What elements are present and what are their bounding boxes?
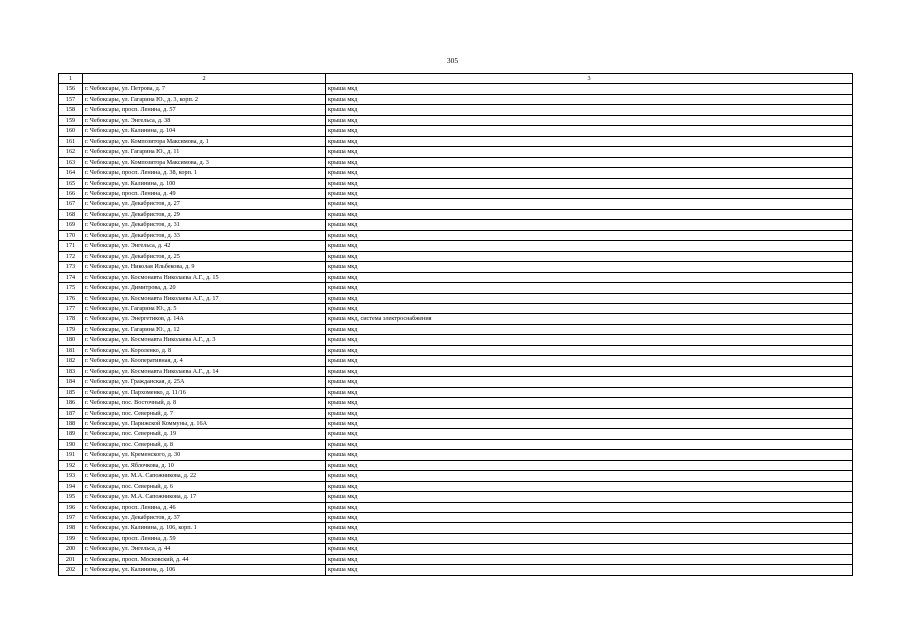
row-number-cell: 175 xyxy=(59,283,83,293)
object-cell: крыша мкд xyxy=(326,523,853,533)
row-number-cell: 167 xyxy=(59,199,83,209)
table-row xyxy=(59,105,853,115)
address-cell: г. Чебоксары, пос. Северный, д. 19 xyxy=(83,429,326,439)
object-cell: крыша мкд xyxy=(326,513,853,523)
object-cell: крыша мкд xyxy=(326,356,853,366)
table-row xyxy=(59,492,853,502)
table-row xyxy=(59,157,853,167)
address-cell: г. Чебоксары, ул. Кременского, д. 30 xyxy=(83,450,326,460)
row-number-cell: 187 xyxy=(59,408,83,418)
row-number-cell: 174 xyxy=(59,272,83,282)
object-cell: крыша мкд xyxy=(326,335,853,345)
object-cell: крыша мкд xyxy=(326,283,853,293)
table-row xyxy=(59,272,853,282)
table-row xyxy=(59,251,853,261)
object-cell: крыша мкд xyxy=(326,366,853,376)
row-number-cell: 189 xyxy=(59,429,83,439)
object-cell: крыша мкд xyxy=(326,408,853,418)
object-cell: крыша мкд xyxy=(326,398,853,408)
row-number-cell: 178 xyxy=(59,314,83,324)
address-cell: г. Чебоксары, ул. Короленко, д. 8 xyxy=(83,345,326,355)
row-number-cell: 166 xyxy=(59,188,83,198)
address-cell: г. Чебоксары, ул. М.А. Сапожникова, д. 17 xyxy=(83,492,326,502)
row-number-cell: 184 xyxy=(59,377,83,387)
address-cell: г. Чебоксары, ул. Космонавта Николаева А.Г., д. 3 xyxy=(83,335,326,345)
address-cell: г. Чебоксары, просп. Ленина, д. 46 xyxy=(83,502,326,512)
object-cell: крыша мкд xyxy=(326,554,853,564)
object-cell: крыша мкд xyxy=(326,84,853,94)
table-row xyxy=(59,502,853,512)
row-number-cell: 157 xyxy=(59,94,83,104)
address-cell: г. Чебоксары, ул. Петрова, д. 7 xyxy=(83,84,326,94)
object-cell: крыша мкд xyxy=(326,377,853,387)
table-row xyxy=(59,377,853,387)
row-number-cell: 180 xyxy=(59,335,83,345)
object-cell: крыша мкд xyxy=(326,94,853,104)
object-cell: крыша мкд xyxy=(326,345,853,355)
table-row xyxy=(59,544,853,554)
object-cell: крыша мкд xyxy=(326,272,853,282)
row-number-cell: 164 xyxy=(59,168,83,178)
address-cell: г. Чебоксары, ул. Гагарина Ю., д. 3, корп. 2 xyxy=(83,94,326,104)
row-number-cell: 161 xyxy=(59,136,83,146)
table-row xyxy=(59,450,853,460)
address-cell: г. Чебоксары, ул. Гражданская, д. 25А xyxy=(83,377,326,387)
address-cell: г. Чебоксары, ул. Яблочкова, д. 10 xyxy=(83,460,326,470)
object-cell: крыша мкд xyxy=(326,565,853,575)
address-cell: г. Чебоксары, ул. Космонавта Николаева А.Г., д. 17 xyxy=(83,293,326,303)
table-row xyxy=(59,314,853,324)
address-cell: г. Чебоксары, ул. Космонавта Николаева А.Г., д. 15 xyxy=(83,272,326,282)
object-cell: крыша мкд xyxy=(326,429,853,439)
page-number: 305 xyxy=(446,56,459,65)
column-header: 3 xyxy=(326,74,853,84)
table-row xyxy=(59,513,853,523)
object-cell: крыша мкд xyxy=(326,492,853,502)
address-cell: г. Чебоксары, ул. Декабристов, д. 37 xyxy=(83,513,326,523)
row-number-cell: 165 xyxy=(59,178,83,188)
address-cell: г. Чебоксары, ул. Энергетиков, д. 14А xyxy=(83,314,326,324)
table-row xyxy=(59,84,853,94)
row-number-cell: 188 xyxy=(59,418,83,428)
table-row xyxy=(59,356,853,366)
address-cell: г. Чебоксары, ул. Калинина, д. 106, корп. 1 xyxy=(83,523,326,533)
row-number-cell: 201 xyxy=(59,554,83,564)
object-cell: крыша мкд xyxy=(326,251,853,261)
address-cell: г. Чебоксары, ул. Декабристов, д. 33 xyxy=(83,230,326,240)
table-header-row xyxy=(59,74,853,84)
address-cell: г. Чебоксары, ул. Композитора Максимова, д. 3 xyxy=(83,157,326,167)
address-cell: г. Чебоксары, пос. Северный, д. 6 xyxy=(83,481,326,491)
table-row xyxy=(59,398,853,408)
table-row xyxy=(59,262,853,272)
table-row xyxy=(59,147,853,157)
row-number-cell: 200 xyxy=(59,544,83,554)
row-number-cell: 171 xyxy=(59,241,83,251)
table-row xyxy=(59,126,853,136)
table-row xyxy=(59,293,853,303)
table-row xyxy=(59,565,853,575)
address-cell: г. Чебоксары, ул. Калинина, д. 104 xyxy=(83,126,326,136)
row-number-cell: 195 xyxy=(59,492,83,502)
address-cell: г. Чебоксары, ул. Декабристов, д. 31 xyxy=(83,220,326,230)
address-cell: г. Чебоксары, пос. Северный, д. 7 xyxy=(83,408,326,418)
table-row xyxy=(59,387,853,397)
row-number-cell: 186 xyxy=(59,398,83,408)
table-row xyxy=(59,366,853,376)
object-cell: крыша мкд xyxy=(326,126,853,136)
object-cell: крыша мкд xyxy=(326,303,853,313)
address-cell: г. Чебоксары, ул. Декабристов, д. 25 xyxy=(83,251,326,261)
object-cell: крыша мкд xyxy=(326,533,853,543)
table-row xyxy=(59,345,853,355)
address-cell: г. Чебоксары, пос. Северный, д. 8 xyxy=(83,439,326,449)
address-cell: г. Чебоксары, ул. Калинина, д. 106 xyxy=(83,565,326,575)
address-cell: г. Чебоксары, просп. Ленина, д. 57 xyxy=(83,105,326,115)
table-row xyxy=(59,335,853,345)
table-row xyxy=(59,408,853,418)
object-cell: крыша мкд xyxy=(326,544,853,554)
object-cell: крыша мкд xyxy=(326,324,853,334)
row-number-cell: 158 xyxy=(59,105,83,115)
table-body xyxy=(59,74,853,576)
row-number-cell: 169 xyxy=(59,220,83,230)
table-row xyxy=(59,303,853,313)
table-row xyxy=(59,241,853,251)
row-number-cell: 163 xyxy=(59,157,83,167)
row-number-cell: 198 xyxy=(59,523,83,533)
table-row xyxy=(59,460,853,470)
table-row xyxy=(59,136,853,146)
row-number-cell: 192 xyxy=(59,460,83,470)
row-number-cell: 181 xyxy=(59,345,83,355)
table-row xyxy=(59,178,853,188)
address-cell: г. Чебоксары, пос. Восточный, д. 8 xyxy=(83,398,326,408)
row-number-cell: 183 xyxy=(59,366,83,376)
object-cell: крыша мкд xyxy=(326,450,853,460)
table-row xyxy=(59,220,853,230)
table-row xyxy=(59,230,853,240)
table-row xyxy=(59,188,853,198)
row-number-cell: 193 xyxy=(59,471,83,481)
row-number-cell: 177 xyxy=(59,303,83,313)
object-cell: крыша мкд xyxy=(326,460,853,470)
address-cell: г. Чебоксары, ул. М.А. Сапожникова, д. 22 xyxy=(83,471,326,481)
row-number-cell: 172 xyxy=(59,251,83,261)
address-cell: г. Чебоксары, просп. Ленина, д. 49 xyxy=(83,188,326,198)
address-cell: г. Чебоксары, ул. Гагарина Ю., д. 11 xyxy=(83,147,326,157)
object-cell: крыша мкд xyxy=(326,418,853,428)
object-cell: крыша мкд xyxy=(326,262,853,272)
row-number-cell: 199 xyxy=(59,533,83,543)
object-cell: крыша мкд xyxy=(326,188,853,198)
object-cell: крыша мкд xyxy=(326,209,853,219)
object-cell: крыша мкд xyxy=(326,136,853,146)
column-header: 2 xyxy=(83,74,326,84)
table-row xyxy=(59,418,853,428)
table-row xyxy=(59,429,853,439)
row-number-cell: 176 xyxy=(59,293,83,303)
address-cell: г. Чебоксары, ул. Декабристов, д. 29 xyxy=(83,209,326,219)
object-cell: крыша мкд xyxy=(326,293,853,303)
object-cell: крыша мкд xyxy=(326,105,853,115)
table-row xyxy=(59,533,853,543)
row-number-cell: 179 xyxy=(59,324,83,334)
object-cell: крыша мкд xyxy=(326,502,853,512)
object-cell: крыша мкд xyxy=(326,168,853,178)
object-cell: крыша мкд xyxy=(326,471,853,481)
row-number-cell: 156 xyxy=(59,84,83,94)
table-row xyxy=(59,115,853,125)
table-row xyxy=(59,168,853,178)
table-row xyxy=(59,471,853,481)
object-cell: крыша мкд xyxy=(326,178,853,188)
table-row xyxy=(59,439,853,449)
row-number-cell: 196 xyxy=(59,502,83,512)
address-cell: г. Чебоксары, ул. Димитрова, д. 20 xyxy=(83,283,326,293)
address-cell: г. Чебоксары, ул. Энгельса, д. 42 xyxy=(83,241,326,251)
row-number-cell: 170 xyxy=(59,230,83,240)
object-cell: крыша мкд xyxy=(326,439,853,449)
row-number-cell: 202 xyxy=(59,565,83,575)
address-cell: г. Чебоксары, ул. Парижской Коммуны, д. 16А xyxy=(83,418,326,428)
object-cell: крыша мкд xyxy=(326,230,853,240)
row-number-cell: 160 xyxy=(59,126,83,136)
row-number-cell: 194 xyxy=(59,481,83,491)
table-row xyxy=(59,209,853,219)
address-cell: г. Чебоксары, ул. Энгельса, д. 38 xyxy=(83,115,326,125)
object-cell: крыша мкд xyxy=(326,157,853,167)
row-number-cell: 159 xyxy=(59,115,83,125)
object-cell: крыша мкд xyxy=(326,199,853,209)
address-cell: г. Чебоксары, просп. Ленина, д. 59 xyxy=(83,533,326,543)
table-row xyxy=(59,324,853,334)
address-cell: г. Чебоксары, ул. Пархоменко, д. 11/16 xyxy=(83,387,326,397)
address-cell: г. Чебоксары, ул. Гагарина Ю., д. 12 xyxy=(83,324,326,334)
table-row xyxy=(59,283,853,293)
row-number-cell: 185 xyxy=(59,387,83,397)
address-cell: г. Чебоксары, просп. Московский, д. 44 xyxy=(83,554,326,564)
table-row xyxy=(59,94,853,104)
row-number-cell: 190 xyxy=(59,439,83,449)
table-row xyxy=(59,523,853,533)
address-cell: г. Чебоксары, ул. Декабристов, д. 27 xyxy=(83,199,326,209)
row-number-cell: 197 xyxy=(59,513,83,523)
address-cell: г. Чебоксары, ул. Композитора Максимова, д. 1 xyxy=(83,136,326,146)
row-number-cell: 168 xyxy=(59,209,83,219)
object-cell: крыша мкд xyxy=(326,220,853,230)
address-cell: г. Чебоксары, ул. Энгельса, д. 44 xyxy=(83,544,326,554)
object-cell: крыша мкд, система электроснабжения xyxy=(326,314,853,324)
address-cell: г. Чебоксары, ул. Космонавта Николаева А.Г., д. 14 xyxy=(83,366,326,376)
document-table xyxy=(58,73,853,576)
object-cell: крыша мкд xyxy=(326,115,853,125)
address-cell: г. Чебоксары, ул. Николая Ильбекова, д. 9 xyxy=(83,262,326,272)
table-row xyxy=(59,199,853,209)
address-cell: г. Чебоксары, просп. Ленина, д. 38, корп. 1 xyxy=(83,168,326,178)
address-cell: г. Чебоксары, ул. Кооперативная, д. 4 xyxy=(83,356,326,366)
column-header: 1 xyxy=(59,74,83,84)
row-number-cell: 182 xyxy=(59,356,83,366)
object-cell: крыша мкд xyxy=(326,241,853,251)
table-row xyxy=(59,554,853,564)
row-number-cell: 191 xyxy=(59,450,83,460)
object-cell: крыша мкд xyxy=(326,387,853,397)
row-number-cell: 173 xyxy=(59,262,83,272)
object-cell: крыша мкд xyxy=(326,147,853,157)
address-cell: г. Чебоксары, ул. Гагарина Ю., д. 5 xyxy=(83,303,326,313)
row-number-cell: 162 xyxy=(59,147,83,157)
object-cell: крыша мкд xyxy=(326,481,853,491)
table-row xyxy=(59,481,853,491)
address-cell: г. Чебоксары, ул. Калинина, д. 100 xyxy=(83,178,326,188)
